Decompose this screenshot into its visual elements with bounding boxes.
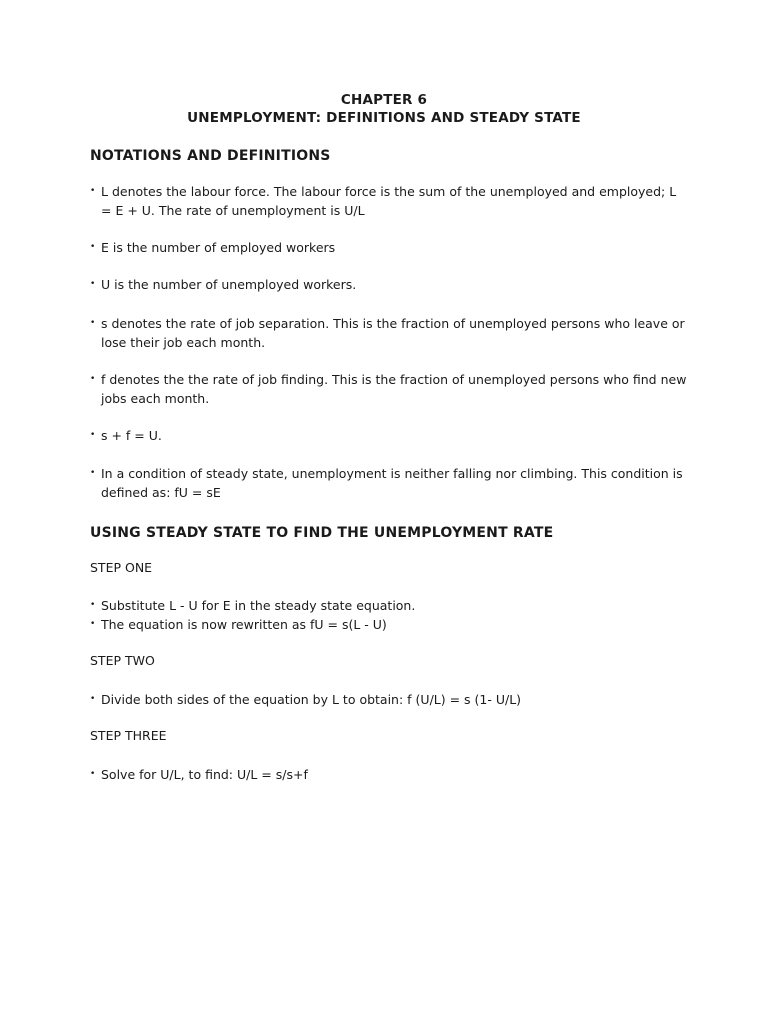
list-item-text: Substitute L - U for E in the steady state equation. <box>101 598 416 613</box>
notations-heading: NOTATIONS AND DEFINITIONS <box>90 148 331 164</box>
step-three-heading: STEP THREE <box>90 728 167 743</box>
list-item-text: s denotes the rate of job separation. This is the fraction of unemployed persons who leave or lose their job each month. <box>101 316 685 350</box>
bullet-icon: • <box>90 619 96 629</box>
list-item <box>90 615 690 634</box>
list-item-text: U is the number of unemployed workers. <box>101 277 357 292</box>
list-item-text: Solve for U/L, to find: U/L = s/s+f <box>101 767 308 782</box>
list-item-text: E is the number of employed workers <box>101 240 336 255</box>
list-item <box>90 370 690 408</box>
list-item-text: L denotes the labour force. The labour force is the sum of the unemployed and employed; L = E + U. The rate of unemployment is U/L <box>101 184 677 218</box>
bullet-icon: • <box>90 318 96 328</box>
bullet-icon: • <box>90 242 96 252</box>
bullet-icon: • <box>90 374 96 384</box>
bullet-icon: • <box>90 600 96 610</box>
step-two-heading: STEP TWO <box>90 653 155 668</box>
list-item <box>90 275 690 294</box>
step-one-heading: STEP ONE <box>90 560 153 575</box>
bullet-icon: • <box>90 468 96 478</box>
chapter-number: CHAPTER 6 <box>340 92 428 108</box>
list-item-text: s + f = U. <box>101 428 162 443</box>
list-item-text: f denotes the the rate of job finding. This is the fraction of unemployed persons who find new jobs each month. <box>101 372 687 406</box>
list-item <box>90 464 690 502</box>
list-item <box>90 765 690 784</box>
bullet-icon: • <box>90 186 96 196</box>
list-item <box>90 596 690 615</box>
list-item-text: In a condition of steady state, unemployment is neither falling nor climbing. This condition is defined as: fU = sE <box>101 466 683 500</box>
list-item-text: The equation is now rewritten as fU = s(L - U) <box>101 617 387 632</box>
list-item-text: Divide both sides of the equation by L to obtain: f (U/L) = s (1- U/L) <box>101 692 522 707</box>
chapter-title: UNEMPLOYMENT: DEFINITIONS AND STEADY STATE <box>187 110 581 126</box>
bullet-icon: • <box>90 769 96 779</box>
bullet-icon: • <box>90 430 96 440</box>
list-item <box>90 238 690 257</box>
bullet-icon: • <box>90 279 96 289</box>
list-item <box>90 690 690 709</box>
list-item <box>90 314 690 352</box>
bullet-icon: • <box>90 694 96 704</box>
list-item <box>90 182 690 220</box>
steady-state-heading: USING STEADY STATE TO FIND THE UNEMPLOYMENT RATE <box>90 525 554 541</box>
list-item <box>90 426 690 445</box>
